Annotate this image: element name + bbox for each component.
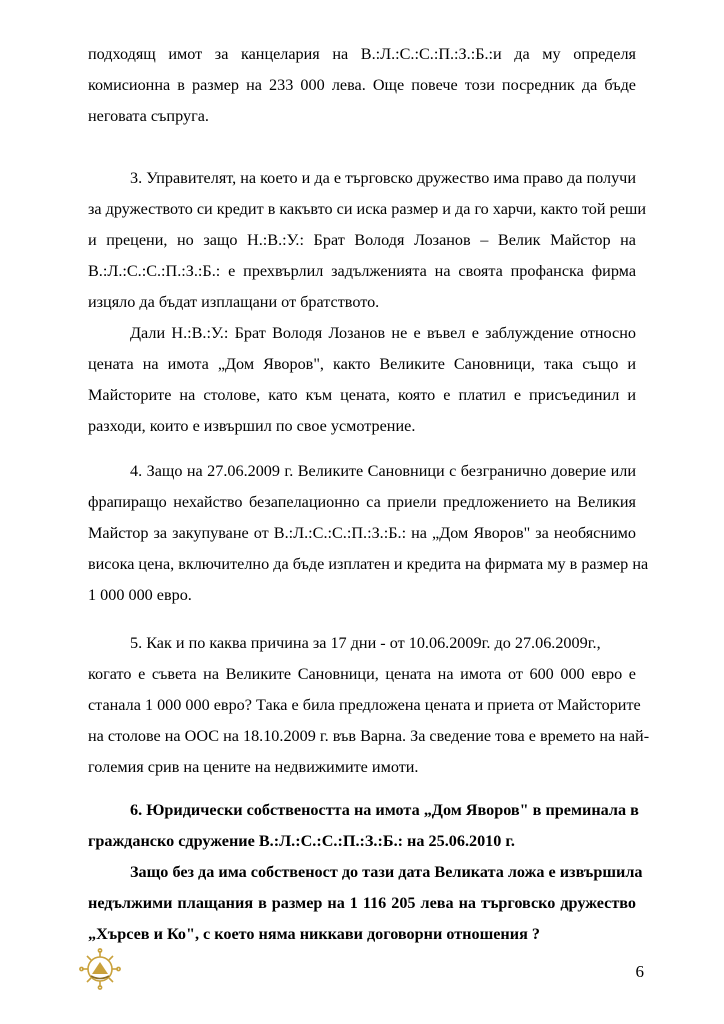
item6b-line-1: Защо без да има собственост до тази дата Великата ложа е извършила <box>130 863 643 881</box>
item4-line-4: висока цена, включително да бъде изплатен и кредита на фирмата му в размер на <box>88 555 649 573</box>
item6b-line-2: недължими плащания в размер на 1 116 205 лева на търговско дружество <box>88 894 636 912</box>
item6b-line-3: „Хърсев и Ко", с което няма никкави договорни отношения ? <box>88 925 540 943</box>
item3b-line-4: разходи, които е извършил по свое усмотрение. <box>88 417 416 435</box>
item5-line-4: на столове на ООС на 18.10.2009 г. във Варна. За сведение това е времето на най- <box>88 727 650 745</box>
item3b-line-2: цената на имота „Дом Яворов", както Великите Сановници, така също и <box>88 355 636 373</box>
item3-line-3: и прецени, но защо Н.:В.:У.: Брат Володя Лозанов – Велик Майстор на <box>88 231 636 249</box>
item3b-line-1: Дали Н.:В.:У.: Брат Володя Лозанов не е въвел е заблуждение относно <box>130 324 636 342</box>
intro-line-2: комисионна в размер на 233 000 лева. Още повече този посредник да бъде <box>88 76 636 94</box>
item5-line-2: когато е съвета на Великите Сановници, цената на имота от 600 000 евро е <box>88 665 636 683</box>
item4-line-2: фрапиращо нехайство безапелационно са приели предложението на Великия <box>88 493 636 511</box>
item5-line-5: големия срив на цените на недвижимите имоти. <box>88 758 419 776</box>
item3-line-1: 3. Управителят, на което и да е търговско дружество има право да получи <box>130 169 636 187</box>
item3b-line-3: Майсторите на столове, като към цената, която е платил е присъединил и <box>88 386 636 404</box>
item5-line-1: 5. Как и по каква причина за 17 дни - от 10.06.2009г. до 27.06.2009г., <box>130 634 601 652</box>
item4-line-3: Майстор за закупуване от В.:Л.:С.:С.:П.:З.:Б.: на „Дом Яворов" за необяснимо <box>88 524 636 542</box>
item3-line-4: В.:Л.:С.:С.:П.:З.:Б.: е прехвърлил задълженията на своята профанска фирма <box>88 262 636 280</box>
item4-line-5: 1 000 000 евро. <box>88 586 192 604</box>
item5-line-3: станала 1 000 000 евро? Така е била предложена цената и приета от Майсторите <box>88 696 641 714</box>
page-number: 6 <box>635 962 644 981</box>
item3-line-5: изцяло да бъдат изплащани от братството. <box>88 293 380 311</box>
intro-line-3: неговата съпруга. <box>88 107 209 125</box>
item4-line-1: 4. Защо на 27.06.2009 г. Великите Сановници с безгранично доверие или <box>130 462 636 480</box>
anchor-emblem-icon <box>78 947 122 991</box>
item6-line-2: гражданско сдружение В.:Л.:С.:С.:П.:З.:Б.: на 25.06.2010 г. <box>88 832 515 850</box>
item6-line-1: 6. Юридически собствеността на имота „Дом Яворов" в преминала в <box>130 801 639 819</box>
item3-line-2: за дружеството си кредит в какъвто си иска размер и да го харчи, както той реши <box>88 200 647 218</box>
intro-line-1: подходящ имот за канцелария на В.:Л.:С.:С.:П.:З.:Б.:и да му определя <box>88 45 636 63</box>
